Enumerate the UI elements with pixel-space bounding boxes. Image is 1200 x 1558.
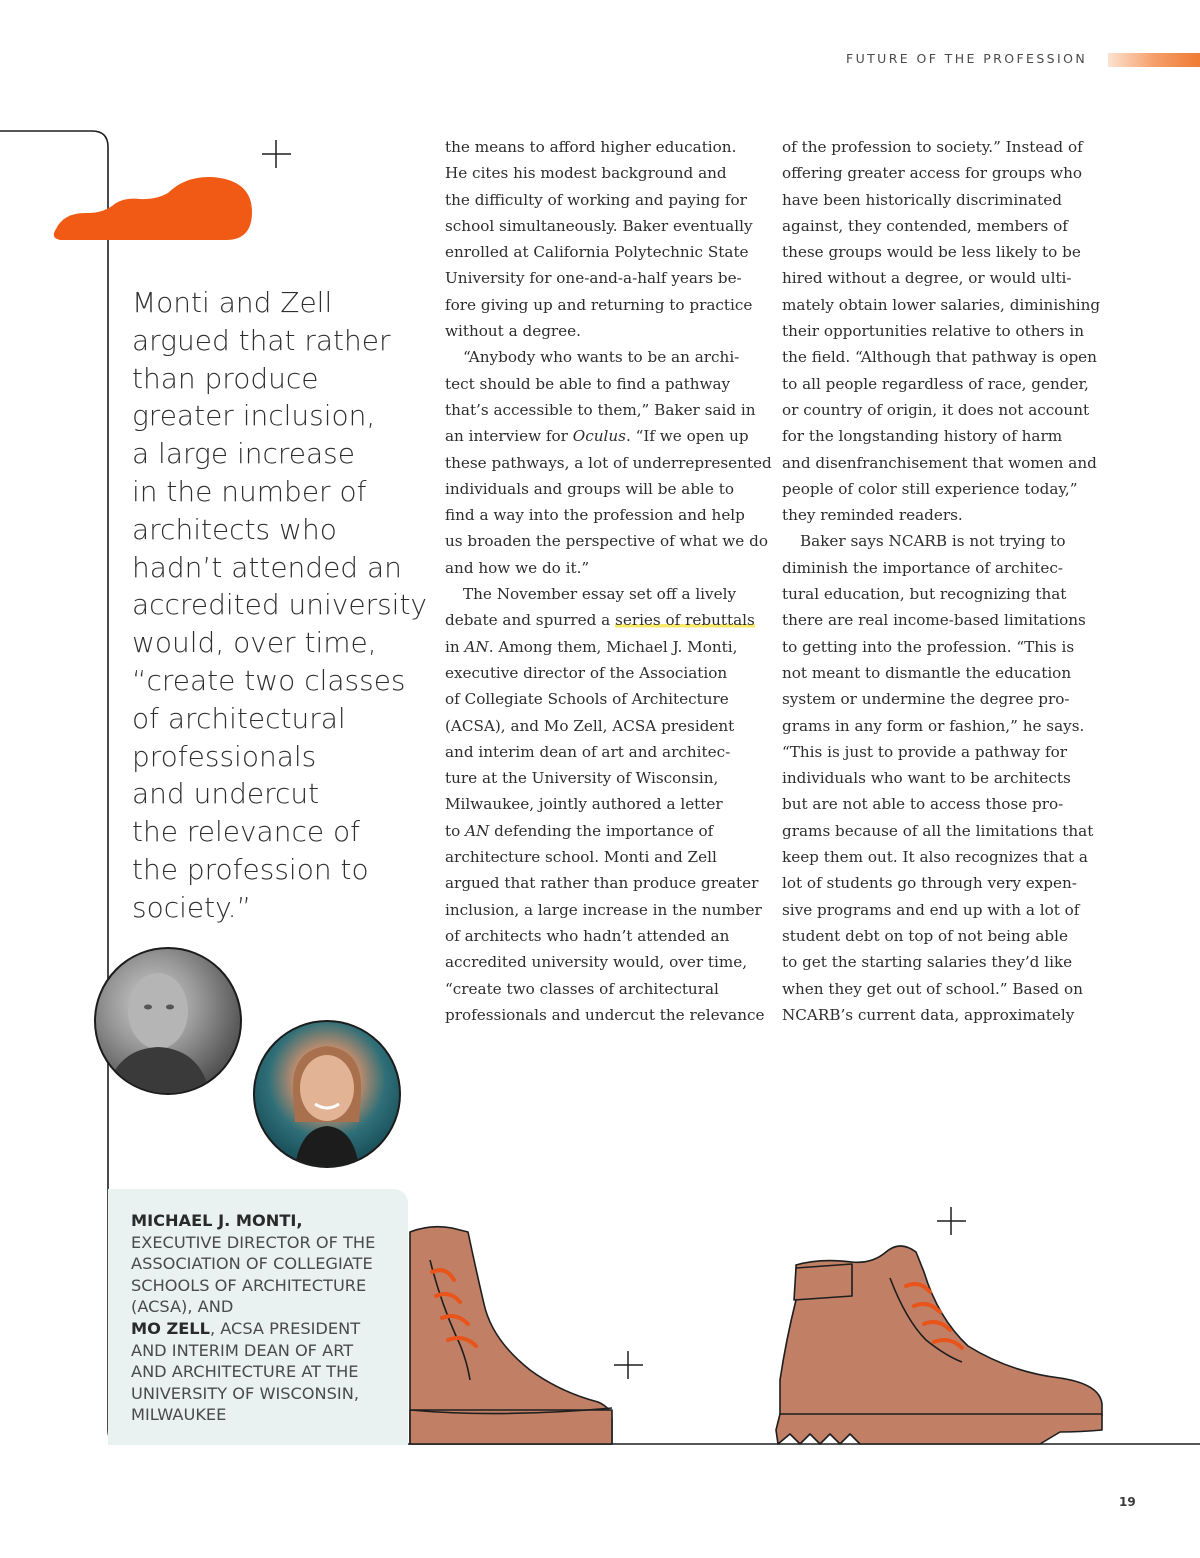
caption-name: MICHAEL J. MONTI, (131, 1211, 303, 1230)
photo-caption (131, 1210, 403, 1426)
body-line: find a way into the profession and help (445, 506, 745, 525)
portrait-mo-zell (253, 1020, 401, 1168)
cross-icon (614, 1351, 643, 1379)
publication-name: AN (465, 821, 490, 840)
pull-quote-line: professionals (132, 739, 317, 773)
body-line: debate and spurred a series of rebuttals (445, 611, 755, 630)
body-column-2 (782, 134, 1100, 1028)
body-line: to get the starting salaries they’d like (782, 953, 1073, 972)
body-line: system or undermine the degree pro- (782, 690, 1070, 709)
pull-quote-line: argued that rather (132, 323, 391, 357)
body-line: in AN. Among them, Michael J. Monti, (445, 637, 738, 656)
body-line: but are not able to access those pro- (782, 795, 1064, 814)
section-header: FUTURE OF THE PROFESSION (846, 51, 1088, 66)
cross-icon (262, 140, 291, 168)
body-line: there are real income-based limitations (782, 611, 1086, 630)
pull-quote-line: in the number of (132, 474, 367, 508)
body-line: when they get out of school.” Based on (782, 979, 1083, 998)
body-line: inclusion, a large increase in the number (445, 900, 762, 919)
body-line: school simultaneously. Baker eventually (445, 216, 753, 235)
pull-quote-line: society.” (132, 890, 252, 924)
caption-line: ASSOCIATION OF COLLEGIATE (131, 1254, 373, 1274)
body-line: Baker says NCARB is not trying to (800, 532, 1066, 551)
body-line: “create two classes of architectural (445, 979, 719, 998)
body-line: us broaden the perspective of what we do (445, 532, 768, 551)
pull-quote-line: the relevance of (132, 815, 360, 849)
cloud-icon (54, 177, 252, 240)
body-line: He cites his modest background and (445, 164, 727, 183)
caption-line: , ACSA PRESIDENT (209, 1318, 361, 1338)
publication-name: Oculus (572, 427, 626, 446)
body-line: tect should be able to find a pathway (445, 374, 731, 393)
body-line: the means to afford higher education. (445, 138, 737, 156)
body-line: “Anybody who wants to be an archi- (463, 348, 740, 367)
body-line: NCARB’s current data, approximately (782, 1005, 1075, 1024)
body-column-1 (445, 134, 772, 1028)
body-line: (ACSA), and Mo Zell, ACSA president (445, 716, 735, 735)
body-line: “This is just to provide a pathway for (782, 742, 1068, 761)
caption-line: MILWAUKEE (131, 1405, 227, 1425)
pull-quote-line: greater inclusion, (132, 399, 376, 433)
body-line: and interim dean of art and architec- (445, 742, 731, 761)
body-line: that’s accessible to them,” Baker said in (445, 400, 756, 419)
caption-line: UNIVERSITY OF WISCONSIN, (131, 1383, 359, 1403)
body-line: architecture school. Monti and Zell (445, 848, 717, 867)
body-line: individuals and groups will be able to (445, 479, 734, 498)
body-line: and disenfranchisement that women and (782, 453, 1097, 472)
body-line: University for one-and-a-half years be- (445, 269, 742, 288)
body-line: accredited university would, over time, (445, 953, 748, 972)
body-line: grams in any form or fashion,” he says. (782, 716, 1085, 735)
rebuttals-link[interactable]: series of rebuttals (615, 611, 755, 630)
body-line: individuals who want to be architects (782, 769, 1071, 788)
caption-line: (ACSA), AND (131, 1297, 234, 1317)
body-line: these groups would be less likely to be (782, 243, 1081, 262)
pull-quote-line: “create two classes (132, 663, 406, 697)
body-line: their opportunities relative to others in (782, 322, 1085, 341)
body-line: to all people regardless of race, gender, (782, 374, 1089, 393)
body-line: without a degree. (445, 322, 581, 341)
body-line: not meant to dismantle the education (782, 663, 1072, 682)
body-line: sive programs and end up with a lot of (782, 900, 1080, 919)
pull-quote-line: Monti and Zell (132, 286, 333, 319)
body-line: these pathways, a lot of underrepresented (445, 453, 772, 472)
person-silhouette-icon (255, 1022, 399, 1166)
pull-quote (132, 284, 432, 927)
body-line: The November essay set off a lively (463, 585, 737, 604)
body-line: of architects who hadn’t attended an (445, 926, 730, 945)
body-line: fore giving up and returning to practice (445, 295, 753, 314)
caption-line: SCHOOLS OF ARCHITECTURE (131, 1275, 367, 1295)
body-line: of the profession to society.” Instead of (782, 138, 1083, 156)
body-line: mately obtain lower salaries, diminishing (782, 295, 1101, 314)
caption-line: EXECUTIVE DIRECTOR OF THE (131, 1232, 376, 1252)
body-line: for the longstanding history of harm (782, 427, 1063, 446)
pull-quote-line: than produce (132, 361, 319, 395)
caption-name: MO ZELL (131, 1318, 210, 1338)
body-line: the field. “Although that pathway is open (782, 348, 1097, 367)
pull-quote-line: a large increase (132, 437, 355, 471)
body-line: to AN defending the importance of (445, 821, 714, 840)
body-line: people of color still experience today,” (782, 479, 1078, 498)
body-line: an interview for Oculus. “If we open up (445, 427, 749, 446)
body-line: diminish the importance of architec- (782, 558, 1064, 577)
body-line: enrolled at California Polytechnic State (445, 243, 749, 262)
pull-quote-line: and undercut (132, 777, 320, 811)
cross-icon (937, 1207, 966, 1235)
body-line: student debt on top of not being able (782, 926, 1068, 945)
body-line: grams because of all the limitations that (782, 821, 1094, 840)
body-line: and how we do it.” (445, 558, 590, 577)
body-line: Milwaukee, jointly authored a letter (445, 795, 723, 814)
body-line: or country of origin, it does not account (782, 400, 1090, 419)
boot-icon (410, 1227, 612, 1444)
body-line: to getting into the profession. “This is (782, 637, 1075, 656)
portrait-michael-monti (94, 947, 242, 1095)
body-line: the difficulty of working and paying for (445, 190, 747, 209)
publication-name: AN (464, 637, 489, 656)
boot-icon (776, 1246, 1102, 1444)
page-number: 19 (1119, 1495, 1136, 1509)
pull-quote-line: accredited university (132, 588, 427, 622)
body-line: professionals and undercut the relevance (445, 1005, 765, 1024)
body-line: hired without a degree, or would ulti- (782, 269, 1072, 288)
pull-quote-line: the profession to (132, 852, 369, 886)
body-line: executive director of the Association (445, 663, 728, 682)
caption-line: AND ARCHITECTURE AT THE (131, 1362, 359, 1382)
body-line: of Collegiate Schools of Architecture (445, 690, 729, 709)
body-line: lot of students go through very expen- (782, 874, 1077, 893)
pull-quote-line: hadn’t attended an (132, 550, 402, 584)
body-line: have been historically discriminated (782, 190, 1062, 209)
body-line: tural education, but recognizing that (782, 585, 1067, 604)
body-line: offering greater access for groups who (782, 164, 1083, 183)
body-line: they reminded readers. (782, 506, 963, 525)
body-line: ture at the University of Wisconsin, (445, 769, 719, 788)
pull-quote-line: would, over time, (132, 626, 377, 660)
pull-quote-line: architects who (132, 512, 337, 546)
pull-quote-line: of architectural (132, 701, 346, 735)
body-line: keep them out. It also recognizes that a (782, 848, 1088, 867)
body-line: against, they contended, members of (782, 216, 1068, 235)
person-silhouette-icon (96, 949, 240, 1093)
body-line: argued that rather than produce greater (445, 874, 759, 893)
caption-line: AND INTERIM DEAN OF ART (131, 1340, 354, 1360)
